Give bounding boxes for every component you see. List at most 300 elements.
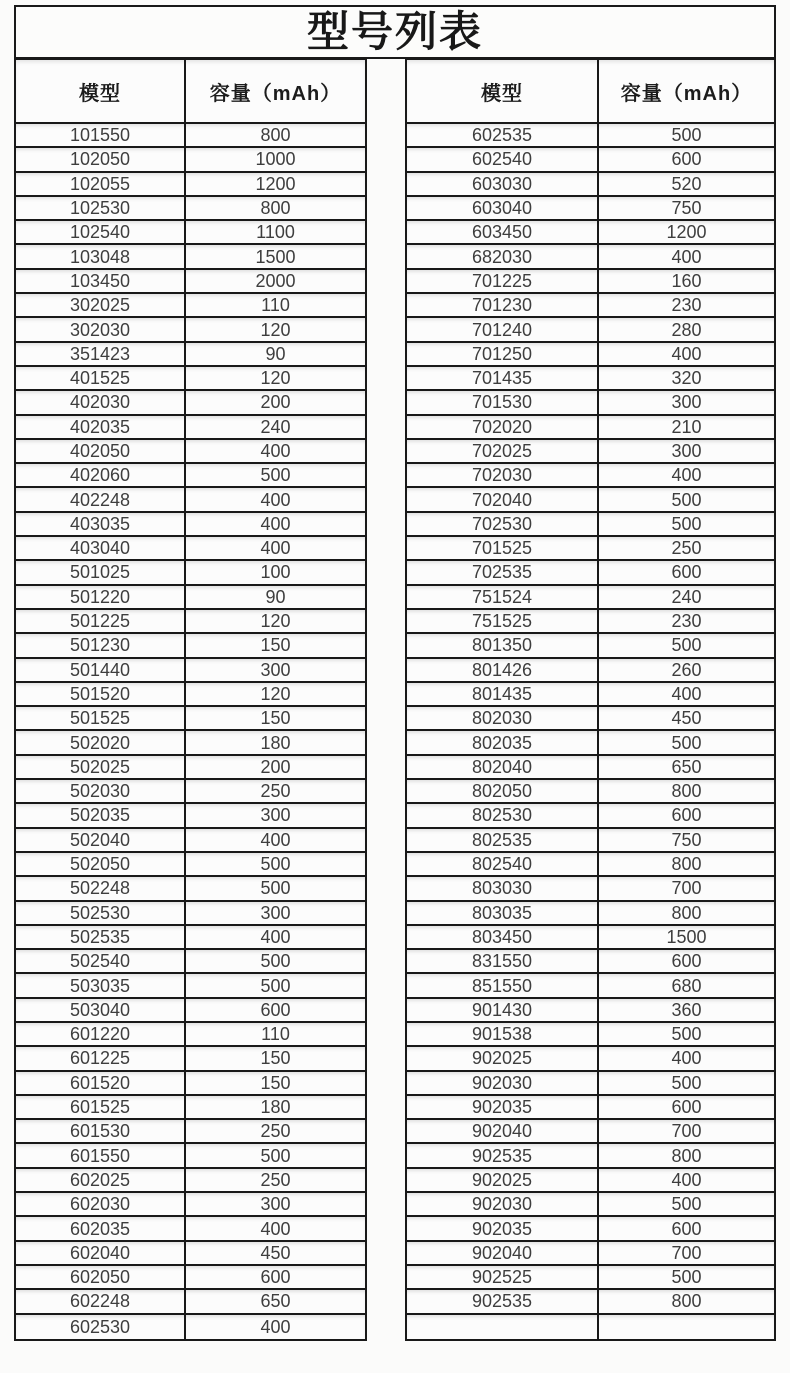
table-row	[407, 513, 774, 537]
table-row	[407, 148, 774, 172]
capacity-cell: 520	[671, 173, 702, 194]
table-row	[407, 1096, 774, 1120]
capacity-cell: 120	[260, 683, 291, 704]
capacity-cell: 400	[260, 1218, 291, 1239]
capacity-cell: 120	[260, 319, 291, 340]
table-row	[16, 926, 365, 950]
model-cell: 801350	[407, 634, 599, 656]
model-cell: 901538	[407, 1023, 599, 1045]
table-row	[16, 440, 365, 464]
model-cell: 851550	[407, 974, 599, 996]
capacity-cell: 500	[671, 489, 702, 510]
table-row	[407, 634, 774, 658]
table-row	[16, 1144, 365, 1168]
capacity-cell: 160	[671, 270, 702, 291]
table-row	[407, 780, 774, 804]
capacity-cell: 1200	[666, 222, 707, 243]
model-cell: 501230	[16, 634, 186, 656]
capacity-cell: 650	[260, 1291, 291, 1312]
capacity-cell: 240	[671, 586, 702, 607]
table-row	[16, 1023, 365, 1047]
table-row	[16, 318, 365, 342]
capacity-cell: 400	[671, 1169, 702, 1190]
model-cell: 682030	[407, 245, 599, 267]
model-cell: 601220	[16, 1023, 186, 1045]
model-cell: 403035	[16, 513, 186, 535]
table-row	[16, 464, 365, 488]
model-cell: 402050	[16, 440, 186, 462]
model-cell: 602535	[407, 124, 599, 146]
table-row	[407, 1023, 774, 1047]
table-row	[16, 974, 365, 998]
model-cell: 502040	[16, 829, 186, 851]
capacity-cell: 500	[671, 1024, 702, 1045]
model-cell: 701250	[407, 343, 599, 365]
capacity-cell: 180	[260, 1097, 291, 1118]
model-cell: 702530	[407, 513, 599, 535]
table-row	[407, 1169, 774, 1193]
capacity-cell: 90	[265, 586, 286, 607]
table-row	[407, 173, 774, 197]
model-cell: 902030	[407, 1193, 599, 1215]
capacity-cell: 90	[265, 343, 286, 364]
capacity-cell: 400	[260, 489, 291, 510]
capacity-cell: 500	[260, 975, 291, 996]
model-cell: 602530	[16, 1315, 186, 1339]
model-cell: 402030	[16, 391, 186, 413]
capacity-cell: 600	[671, 951, 702, 972]
capacity-cell: 150	[260, 635, 291, 656]
capacity-cell: 500	[671, 1072, 702, 1093]
capacity-cell: 300	[260, 805, 291, 826]
model-cell	[407, 1315, 599, 1339]
table-row	[16, 1217, 365, 1241]
capacity-cell: 200	[260, 756, 291, 777]
capacity-cell: 700	[671, 878, 702, 899]
model-cell: 902025	[407, 1169, 599, 1191]
model-cell: 802030	[407, 707, 599, 729]
model-cell: 502540	[16, 950, 186, 972]
table-row	[16, 659, 365, 683]
table-row	[407, 1315, 774, 1339]
table-row	[407, 999, 774, 1023]
model-cell: 501440	[16, 659, 186, 681]
capacity-cell: 500	[671, 635, 702, 656]
model-cell: 751524	[407, 586, 599, 608]
model-cell: 351423	[16, 343, 186, 365]
model-cell: 801435	[407, 683, 599, 705]
table-row	[16, 391, 365, 415]
capacity-cell: 200	[260, 392, 291, 413]
capacity-cell: 800	[260, 125, 291, 146]
table-row	[407, 197, 774, 221]
table-row	[16, 148, 365, 172]
capacity-cell: 750	[671, 829, 702, 850]
page-title-text: 型号列表	[306, 8, 483, 55]
model-cell: 701230	[407, 294, 599, 316]
model-cell: 802035	[407, 731, 599, 753]
model-cell: 501220	[16, 586, 186, 608]
column-header-capacity: 容量（mAh）	[209, 82, 342, 105]
model-cell: 602025	[16, 1169, 186, 1191]
capacity-cell: 210	[671, 416, 702, 437]
capacity-cell: 800	[671, 1145, 702, 1166]
capacity-cell: 230	[671, 295, 702, 316]
capacity-cell: 300	[260, 659, 291, 680]
table-row	[407, 1242, 774, 1266]
table-row	[16, 1120, 365, 1144]
capacity-cell: 100	[260, 562, 291, 583]
model-cell: 802535	[407, 829, 599, 851]
model-cell: 502035	[16, 804, 186, 826]
capacity-cell: 400	[671, 1048, 702, 1069]
capacity-cell: 400	[260, 1316, 291, 1337]
model-cell: 401525	[16, 367, 186, 389]
capacity-cell: 500	[671, 513, 702, 534]
table-row	[407, 270, 774, 294]
table-row	[16, 1169, 365, 1193]
model-cell: 601550	[16, 1144, 186, 1166]
model-cell: 802040	[407, 756, 599, 778]
table-row	[407, 440, 774, 464]
table-row	[16, 1266, 365, 1290]
model-cell: 502530	[16, 902, 186, 924]
table-row	[407, 853, 774, 877]
model-cell: 602050	[16, 1266, 186, 1288]
capacity-cell: 400	[260, 513, 291, 534]
model-cell: 601520	[16, 1072, 186, 1094]
capacity-cell: 300	[260, 1194, 291, 1215]
table-row	[16, 367, 365, 391]
model-cell: 701225	[407, 270, 599, 292]
capacity-cell: 500	[260, 1145, 291, 1166]
capacity-cell: 600	[671, 805, 702, 826]
capacity-cell: 800	[671, 902, 702, 923]
table-row	[407, 926, 774, 950]
model-cell: 702040	[407, 488, 599, 510]
capacity-cell: 500	[260, 854, 291, 875]
table-row	[16, 634, 365, 658]
table-row	[16, 124, 365, 148]
capacity-cell: 150	[260, 1048, 291, 1069]
table-row	[16, 683, 365, 707]
table-row	[407, 537, 774, 561]
column-header-model: 模型	[407, 60, 599, 122]
capacity-cell: 600	[671, 562, 702, 583]
model-cell: 902040	[407, 1120, 599, 1142]
capacity-cell: 2000	[255, 270, 296, 291]
model-cell: 802530	[407, 804, 599, 826]
model-cell: 502025	[16, 756, 186, 778]
model-cell: 801426	[407, 659, 599, 681]
table-row	[16, 804, 365, 828]
capacity-cell: 250	[260, 1169, 291, 1190]
table-row	[16, 1096, 365, 1120]
column-header-capacity: 容量（mAh）	[620, 82, 753, 105]
table-row	[16, 707, 365, 731]
table-row	[16, 999, 365, 1023]
capacity-cell: 500	[260, 878, 291, 899]
model-cell: 402248	[16, 488, 186, 510]
capacity-cell: 1500	[255, 246, 296, 267]
model-cell: 101550	[16, 124, 186, 146]
capacity-cell: 250	[671, 538, 702, 559]
capacity-cell: 400	[671, 246, 702, 267]
table-row	[16, 902, 365, 926]
model-cell: 402060	[16, 464, 186, 486]
capacity-cell: 500	[260, 465, 291, 486]
model-cell: 902035	[407, 1217, 599, 1239]
table-row	[16, 513, 365, 537]
table-row	[407, 804, 774, 828]
table-row	[16, 537, 365, 561]
capacity-cell: 650	[671, 756, 702, 777]
model-cell: 902535	[407, 1290, 599, 1312]
table-body	[407, 124, 774, 1339]
table-row	[407, 950, 774, 974]
capacity-cell: 800	[671, 1291, 702, 1312]
table-row	[407, 974, 774, 998]
capacity-cell: 400	[260, 926, 291, 947]
table-row	[407, 610, 774, 634]
model-table-left	[14, 58, 367, 1341]
table-row	[16, 245, 365, 269]
capacity-cell: 120	[260, 368, 291, 389]
capacity-cell: 450	[671, 708, 702, 729]
table-body	[16, 124, 365, 1339]
model-cell: 502020	[16, 731, 186, 753]
table-row	[16, 270, 365, 294]
model-cell: 503035	[16, 974, 186, 996]
table-row	[407, 221, 774, 245]
capacity-cell: 600	[671, 1218, 702, 1239]
capacity-cell: 320	[671, 368, 702, 389]
table-row	[407, 829, 774, 853]
capacity-cell: 600	[671, 1097, 702, 1118]
capacity-cell: 250	[260, 781, 291, 802]
model-cell: 702025	[407, 440, 599, 462]
model-cell: 701530	[407, 391, 599, 413]
capacity-cell: 300	[260, 902, 291, 923]
capacity-cell: 110	[261, 1024, 290, 1045]
model-cell: 501225	[16, 610, 186, 632]
tables-container	[14, 58, 776, 1341]
capacity-cell: 400	[260, 829, 291, 850]
capacity-cell: 750	[671, 198, 702, 219]
model-cell: 502050	[16, 853, 186, 875]
capacity-cell: 500	[671, 732, 702, 753]
table-row	[407, 561, 774, 585]
table-row	[16, 416, 365, 440]
model-cell: 601525	[16, 1096, 186, 1118]
table-row	[407, 731, 774, 755]
model-cell: 102530	[16, 197, 186, 219]
column-header-model: 模型	[16, 60, 186, 122]
capacity-cell: 1500	[666, 926, 707, 947]
model-cell: 603450	[407, 221, 599, 243]
table-row	[16, 731, 365, 755]
model-table-right	[405, 58, 776, 1341]
table-row	[16, 853, 365, 877]
model-cell: 502248	[16, 877, 186, 899]
capacity-cell: 680	[671, 975, 702, 996]
model-cell: 603040	[407, 197, 599, 219]
capacity-cell: 700	[671, 1242, 702, 1263]
model-cell: 602035	[16, 1217, 186, 1239]
table-row	[407, 416, 774, 440]
table-row	[407, 877, 774, 901]
model-cell: 501520	[16, 683, 186, 705]
model-cell: 803030	[407, 877, 599, 899]
model-cell: 502030	[16, 780, 186, 802]
table-row	[16, 488, 365, 512]
model-cell: 701435	[407, 367, 599, 389]
capacity-cell: 150	[260, 708, 291, 729]
capacity-cell: 800	[671, 781, 702, 802]
capacity-cell: 260	[671, 659, 702, 680]
model-cell: 802540	[407, 853, 599, 875]
model-cell: 602540	[407, 148, 599, 170]
table-row	[16, 829, 365, 853]
table-row	[407, 1047, 774, 1071]
model-cell: 803450	[407, 926, 599, 948]
capacity-cell: 1200	[255, 173, 296, 194]
table-row	[407, 683, 774, 707]
capacity-cell: 500	[671, 125, 702, 146]
table-row	[16, 1242, 365, 1266]
table-row	[16, 561, 365, 585]
table-row	[16, 877, 365, 901]
table-row	[407, 318, 774, 342]
capacity-cell: 360	[671, 999, 702, 1020]
model-cell: 831550	[407, 950, 599, 972]
table-header	[16, 60, 365, 124]
table-row	[16, 950, 365, 974]
capacity-cell: 450	[260, 1242, 291, 1263]
capacity-cell: 230	[671, 611, 702, 632]
capacity-cell: 300	[671, 392, 702, 413]
table-row	[407, 1217, 774, 1241]
table-row	[16, 173, 365, 197]
table-row	[407, 488, 774, 512]
model-cell: 602248	[16, 1290, 186, 1312]
table-row	[407, 586, 774, 610]
table-row	[407, 1144, 774, 1168]
model-cell: 502535	[16, 926, 186, 948]
model-cell: 503040	[16, 999, 186, 1021]
model-cell: 902040	[407, 1242, 599, 1264]
model-cell: 403040	[16, 537, 186, 559]
model-cell: 602040	[16, 1242, 186, 1264]
model-cell: 802050	[407, 780, 599, 802]
model-cell: 702020	[407, 416, 599, 438]
capacity-cell: 400	[671, 343, 702, 364]
table-row	[407, 343, 774, 367]
capacity-cell: 700	[671, 1121, 702, 1142]
model-cell: 702535	[407, 561, 599, 583]
model-cell: 601225	[16, 1047, 186, 1069]
capacity-cell: 280	[671, 319, 702, 340]
table-row	[16, 197, 365, 221]
capacity-cell: 300	[671, 441, 702, 461]
model-cell: 103450	[16, 270, 186, 292]
table-row	[407, 124, 774, 148]
table-row	[407, 659, 774, 683]
capacity-cell: 600	[260, 1267, 291, 1288]
capacity-cell: 1100	[256, 222, 295, 243]
capacity-cell: 600	[260, 999, 291, 1020]
model-cell: 501025	[16, 561, 186, 583]
table-row	[16, 610, 365, 634]
model-cell: 901430	[407, 999, 599, 1021]
table-row	[407, 1120, 774, 1144]
page-title	[14, 5, 776, 59]
capacity-cell: 800	[260, 198, 291, 219]
model-cell: 902035	[407, 1096, 599, 1118]
capacity-cell: 400	[260, 441, 291, 461]
table-row	[407, 756, 774, 780]
capacity-cell: 400	[260, 538, 291, 559]
table-row	[16, 1315, 365, 1339]
table-row	[16, 1290, 365, 1314]
model-cell: 751525	[407, 610, 599, 632]
table-row	[16, 1193, 365, 1217]
model-cell: 102055	[16, 173, 186, 195]
capacity-cell: 600	[671, 149, 702, 170]
table-row	[407, 367, 774, 391]
table-row	[407, 464, 774, 488]
capacity-cell: 150	[260, 1072, 291, 1093]
model-cell: 302030	[16, 318, 186, 340]
model-cell: 902525	[407, 1266, 599, 1288]
model-cell: 102540	[16, 221, 186, 243]
model-cell: 501525	[16, 707, 186, 729]
table-row	[16, 586, 365, 610]
capacity-cell: 110	[261, 295, 290, 316]
table-row	[16, 221, 365, 245]
model-cell: 701240	[407, 318, 599, 340]
table-row	[16, 756, 365, 780]
model-cell: 602030	[16, 1193, 186, 1215]
model-cell: 603030	[407, 173, 599, 195]
table-row	[16, 343, 365, 367]
capacity-cell: 500	[671, 1267, 702, 1288]
model-cell: 902535	[407, 1144, 599, 1166]
capacity-cell: 500	[671, 1194, 702, 1215]
table-row	[407, 1193, 774, 1217]
model-cell: 702030	[407, 464, 599, 486]
capacity-cell: 400	[671, 683, 702, 704]
table-row	[407, 294, 774, 318]
capacity-cell: 120	[260, 611, 291, 632]
model-cell: 902030	[407, 1072, 599, 1094]
capacity-cell: 800	[671, 854, 702, 875]
table-row	[407, 245, 774, 269]
table-row	[407, 1072, 774, 1096]
capacity-cell: 1000	[255, 149, 296, 170]
table-header	[407, 60, 774, 124]
model-cell: 103048	[16, 245, 186, 267]
table-row	[407, 1266, 774, 1290]
table-row	[407, 1290, 774, 1314]
capacity-cell: 400	[671, 465, 702, 486]
table-row	[16, 1047, 365, 1071]
capacity-cell	[599, 1315, 774, 1339]
table-row	[407, 707, 774, 731]
capacity-cell: 180	[260, 732, 291, 753]
table-row	[16, 780, 365, 804]
table-row	[16, 1072, 365, 1096]
